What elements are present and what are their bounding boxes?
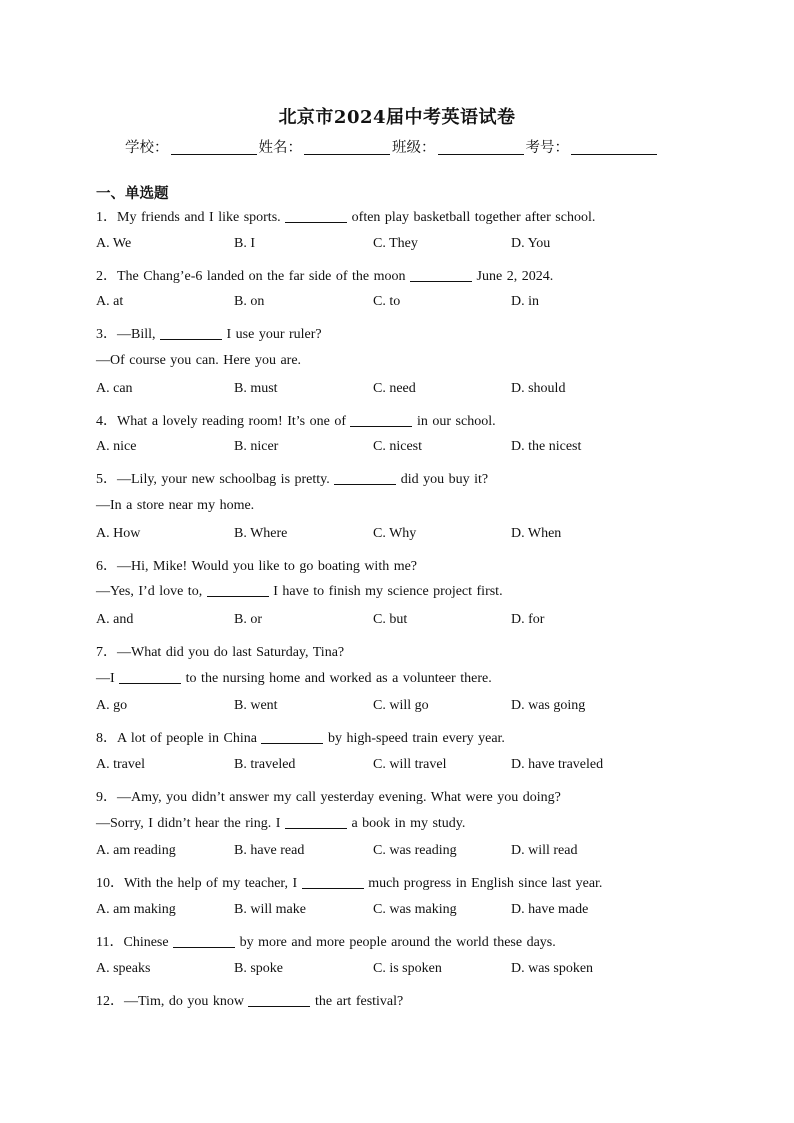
q11-option-c[interactable]: C. is spoken — [373, 961, 442, 976]
q4-option-a[interactable]: A. nice — [96, 439, 137, 454]
name-label: 姓名： — [258, 140, 302, 156]
q3-option-a[interactable]: A. can — [96, 381, 133, 396]
q5-option-b[interactable]: B. Where — [234, 526, 288, 541]
q2-option-d[interactable]: D. in — [511, 294, 539, 309]
question-9-reply: —Sorry, I didn’t hear the ring. I a book in my study. — [96, 816, 466, 831]
q9-option-b[interactable]: B. have read — [234, 843, 305, 858]
q4-option-b[interactable]: B. nicer — [234, 439, 279, 454]
number-label: 考号： — [525, 140, 569, 156]
student-info-row — [125, 136, 659, 157]
q4-option-d[interactable]: D. the nicest — [511, 439, 582, 454]
q1-option-c[interactable]: C. They — [373, 236, 418, 251]
q11-option-a[interactable]: A. speaks — [96, 961, 151, 976]
question-3-reply: —Of course you can. Here you are. — [96, 353, 302, 368]
q7-option-d[interactable]: D. was going — [511, 698, 586, 713]
q8-option-c[interactable]: C. will travel — [373, 757, 447, 772]
number-blank[interactable] — [571, 140, 657, 155]
question-7: 7．—What did you do last Saturday, Tina? — [96, 645, 345, 660]
question-6-reply: —Yes, I’d love to, I have to finish my science project first. — [96, 584, 503, 599]
answer-blank — [248, 994, 310, 1007]
q5-option-d[interactable]: D. When — [511, 526, 562, 541]
class-blank[interactable] — [438, 140, 524, 155]
q3-option-d[interactable]: D. should — [511, 381, 566, 396]
q11-option-b[interactable]: B. spoke — [234, 961, 283, 976]
question-8: 8．A lot of people in China by high-speed train every year. — [96, 731, 505, 746]
question-3: 3．—Bill, I use your ruler? — [96, 327, 322, 342]
answer-blank — [285, 210, 347, 223]
q11-option-d[interactable]: D. was spoken — [511, 961, 594, 976]
question-5: 5．—Lily, your new schoolbag is pretty. did you buy it? — [96, 472, 489, 487]
question-4: 4．What a lovely reading room! It’s one of in our school. — [96, 414, 496, 429]
q9-option-a[interactable]: A. am reading — [96, 843, 176, 858]
answer-blank — [173, 935, 235, 948]
q4-option-c[interactable]: C. nicest — [373, 439, 422, 454]
question-2: 2．The Chang’e-6 landed on the far side of the moon June 2, 2024. — [96, 269, 554, 284]
answer-blank — [350, 414, 412, 427]
q9-option-c[interactable]: C. was reading — [373, 843, 457, 858]
q3-option-b[interactable]: B. must — [234, 381, 278, 396]
q6-option-c[interactable]: C. but — [373, 612, 408, 627]
q2-option-c[interactable]: C. to — [373, 294, 401, 309]
q3-option-c[interactable]: C. need — [373, 381, 416, 396]
q7-option-b[interactable]: B. went — [234, 698, 278, 713]
answer-blank — [302, 876, 364, 889]
q1-option-d[interactable]: D. You — [511, 236, 551, 251]
question-1: 1．My friends and I like sports. often play basketball together after school. — [96, 210, 596, 225]
q10-option-c[interactable]: C. was making — [373, 902, 457, 917]
q7-option-a[interactable]: A. go — [96, 698, 128, 713]
q8-option-b[interactable]: B. traveled — [234, 757, 296, 772]
q5-option-a[interactable]: A. How — [96, 526, 141, 541]
section-title: 一、单选题 — [96, 186, 169, 202]
q10-option-a[interactable]: A. am making — [96, 902, 176, 917]
question-11: 11．Chinese by more and more people around the world these days. — [96, 935, 556, 950]
q10-option-d[interactable]: D. have made — [511, 902, 589, 917]
q10-option-b[interactable]: B. will make — [234, 902, 306, 917]
q8-option-d[interactable]: D. have traveled — [511, 757, 604, 772]
class-label: 班级： — [392, 140, 436, 156]
question-9: 9．—Amy, you didn’t answer my call yesterday evening. What were you doing? — [96, 790, 561, 805]
answer-blank — [285, 816, 347, 829]
school-label: 学校： — [125, 140, 169, 156]
name-blank[interactable] — [304, 140, 390, 155]
question-7-reply: —I to the nursing home and worked as a volunteer there. — [96, 671, 492, 686]
question-10: 10．With the help of my teacher, I much progress in English since last year. — [96, 876, 603, 891]
question-12: 12．—Tim, do you know the art festival? — [96, 994, 404, 1009]
q9-option-d[interactable]: D. will read — [511, 843, 578, 858]
answer-blank — [410, 269, 472, 282]
answer-blank — [261, 731, 323, 744]
q6-option-b[interactable]: B. or — [234, 612, 262, 627]
q1-option-a[interactable]: A. We — [96, 236, 132, 251]
q6-option-a[interactable]: A. and — [96, 612, 134, 627]
q7-option-c[interactable]: C. will go — [373, 698, 429, 713]
school-blank[interactable] — [171, 140, 257, 155]
answer-blank — [119, 671, 181, 684]
q2-option-b[interactable]: B. on — [234, 294, 265, 309]
answer-blank — [334, 472, 396, 485]
exam-title: 北京市2024届中考英语试卷 — [278, 107, 516, 128]
q2-option-a[interactable]: A. at — [96, 294, 124, 309]
q5-option-c[interactable]: C. Why — [373, 526, 417, 541]
q6-option-d[interactable]: D. for — [511, 612, 545, 627]
answer-blank — [160, 327, 222, 340]
q1-option-b[interactable]: B. I — [234, 236, 255, 251]
answer-blank — [207, 584, 269, 597]
question-5-reply: —In a store near my home. — [96, 498, 255, 513]
q8-option-a[interactable]: A. travel — [96, 757, 145, 772]
question-6: 6．—Hi, Mike! Would you like to go boating with me? — [96, 559, 418, 574]
